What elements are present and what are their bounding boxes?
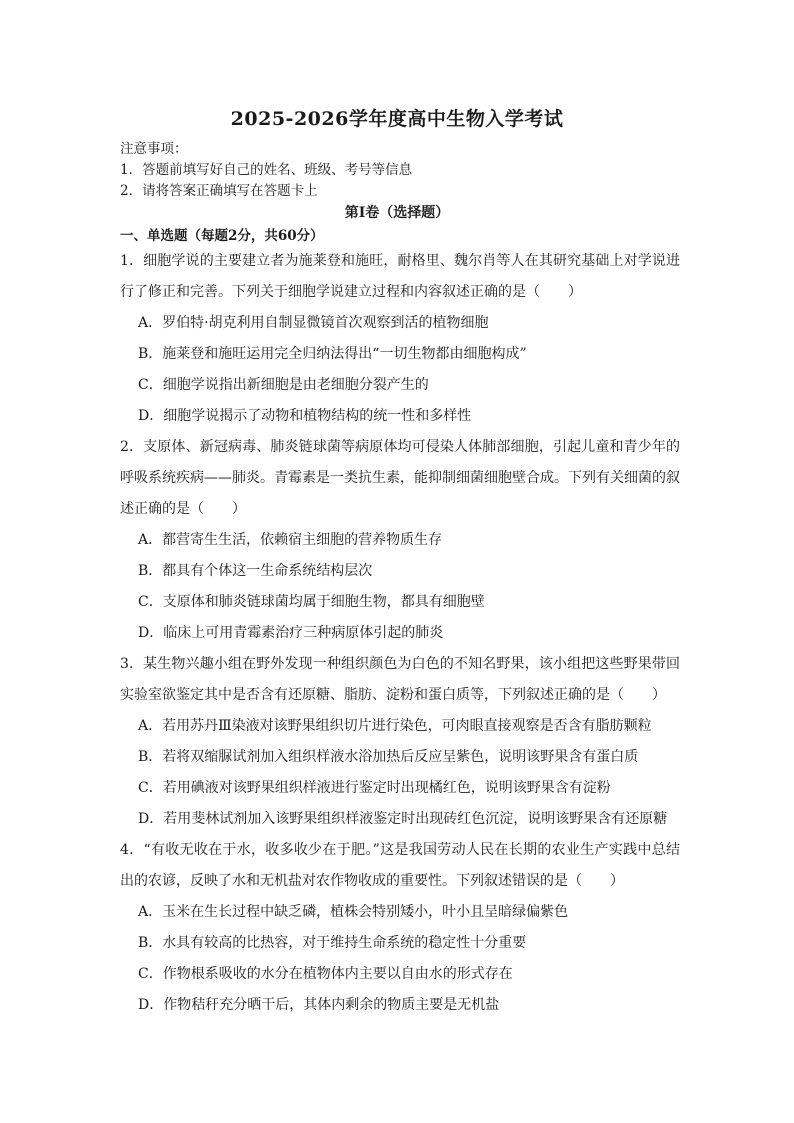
option-a: A．玉米在生长过程中缺乏磷，植株会特别矮小，叶小且呈暗绿偏紫色 <box>138 904 569 920</box>
option-d: D．临床上可用青霉素治疗三种病原体引起的肺炎 <box>138 625 444 641</box>
option-c: C．细胞学说指出新细胞是由老细胞分裂产生的 <box>138 377 429 393</box>
option-d: D．若用斐林试剂加入该野果组织样液鉴定时出现砖红色沉淀，说明该野果含有还原糖 <box>138 811 668 827</box>
option-c: C．支原体和肺炎链球菌均属于细胞生物，都具有细胞壁 <box>138 594 485 610</box>
option-a: A．若用苏丹Ⅲ染液对该野果组织切片进行染色，可肉眼直接观察是否含有脂肪颗粒 <box>138 718 652 734</box>
option-c: C．若用碘液对该野果组织样液进行鉴定时出现橘红色，说明该野果含有淀粉 <box>138 780 611 796</box>
option-b: B．施莱登和施旺运用完全归纳法得出“一切生物都由细胞构成” <box>138 346 527 362</box>
volume-title: 第I卷（选择题） <box>344 205 450 221</box>
notes-item: 2．请将答案正确填写在答题卡上 <box>120 183 318 199</box>
question-list <box>120 246 680 1021</box>
question <box>120 649 680 835</box>
option-a: A．罗伯特·胡克利用自制显微镜首次观察到活的植物细胞 <box>138 315 489 331</box>
option-b: B．都具有个体这一生命系统结构层次 <box>138 563 373 579</box>
option-d: D．细胞学说揭示了动物和植物结构的统一性和多样性 <box>138 408 472 424</box>
option-d: D．作物秸秆充分晒干后，其体内剩余的物质主要是无机盐 <box>138 997 500 1013</box>
option-a: A．都营寄生生活，依赖宿主细胞的营养物质生存 <box>138 532 443 548</box>
question-stem: 1．细胞学说的主要建立者为施莱登和施旺，耐格里、魏尔肖等人在其研究基础上对学说进行了修正和完善。下列关于细胞学说建立过程和内容叙述正确的是（ ） <box>120 253 680 300</box>
question <box>120 835 680 1021</box>
option-c: C．作物根系吸收的水分在植物体内主要以自由水的形式存在 <box>138 966 513 982</box>
question <box>120 246 680 432</box>
notes-heading: 注意事项： <box>120 141 188 157</box>
question-stem: 4．“有收无收在于水，收多收少在于肥。”这是我国劳动人民在长期的农业生产实践中总结出的农谚，反映了水和无机盐对农作物收成的重要性。下列叙述错误的是（ ） <box>120 842 680 889</box>
question-stem: 2．支原体、新冠病毒、肺炎链球菌等病原体均可侵染人体肺部细胞，引起儿童和青少年的呼吸系统疾病——肺炎。青霉素是一类抗生素，能抑制细菌细胞壁合成。下列有关细菌的叙述正确的是（ ） <box>120 439 680 517</box>
section-title: 一、单选题（每题2分，共60分） <box>120 228 324 244</box>
question <box>120 432 680 649</box>
question-stem: 3．某生物兴趣小组在野外发现一种组织颜色为白色的不知名野果，该小组把这些野果带回实验室欲鉴定其中是否含有还原糖、脂肪、淀粉和蛋白质等，下列叙述正确的是（ ） <box>120 656 680 703</box>
option-b: B．若将双缩脲试剂加入组织样液水浴加热后反应呈紫色，说明该野果含有蛋白质 <box>138 749 639 765</box>
notes-item: 1．答题前填写好自己的姓名、班级、考号等信息 <box>120 162 413 178</box>
exam-title: 2025-2026学年度高中生物入学考试 <box>230 108 564 130</box>
notes-block <box>120 139 412 202</box>
option-b: B．水具有较高的比热容，对于维持生命系统的稳定性十分重要 <box>138 935 527 951</box>
